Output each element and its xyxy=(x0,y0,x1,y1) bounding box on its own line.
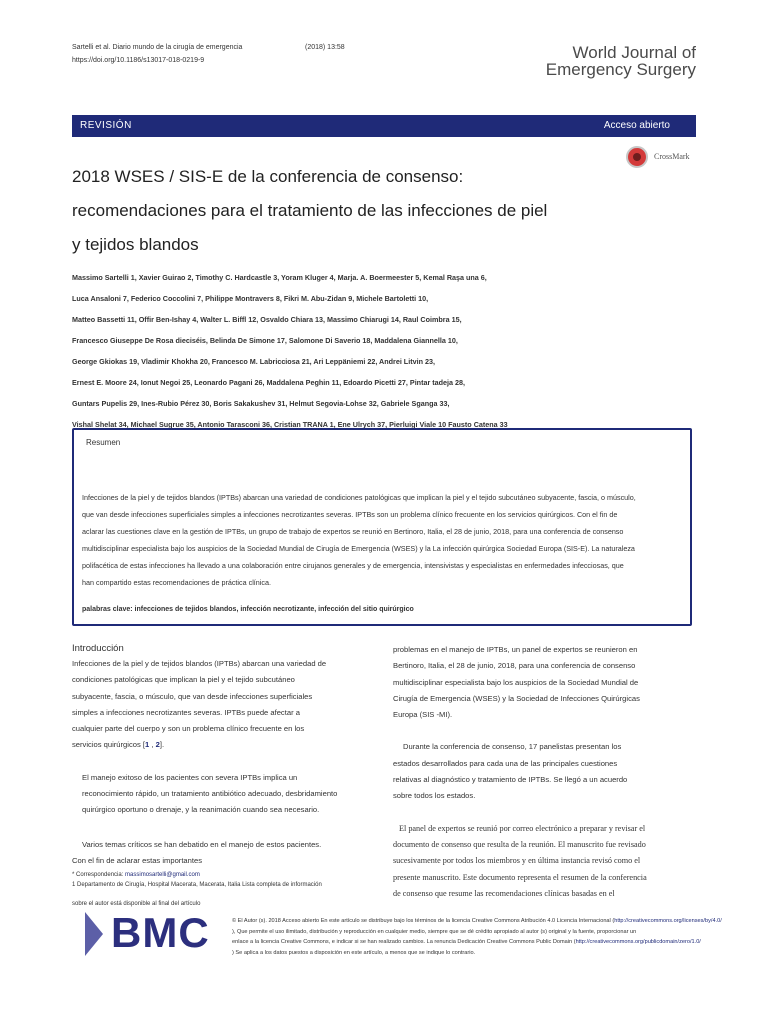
doi-link[interactable]: https://doi.org/10.1186/s13017-018-0219-9 xyxy=(72,57,205,64)
author-line: Ernest E. Moore 24, Ionut Negoi 25, Leonardo Pagani 26, Maddalena Peghin 11, Edoardo Picetti 27, Pintar tadeja 28, xyxy=(72,378,466,387)
article-type-label: REVISIÓN xyxy=(80,120,132,131)
text-line: problemas en el manejo de IPTBs, un panel de expertos se reunieron en xyxy=(393,645,638,654)
paragraph xyxy=(393,821,693,902)
abstract-line: aclarar las cuestiones clave en la gestión de IPTBs, un grupo de trabajo de expertos se reunió en Bertinoro, Italia, el 28 de junio, 2018, para una conferencia de consenso xyxy=(82,527,624,536)
text-line: subyacente, fascia, o músculo, que van desde infecciones superficiales xyxy=(72,691,313,701)
citation-line: Sartelli et al. Diario mundo de la cirugía de emergencia xyxy=(72,44,243,51)
author-list xyxy=(72,267,632,435)
license-line: ), Que permite el uso ilimitado, distribución y reproducción en cualquier medio, siempre que se dé crédito apropiado al autor (s) original y la fuente, proporcionar un xyxy=(232,928,637,935)
author-line: Massimo Sartelli 1, Xavier Guirao 2, Timothy C. Hardcastle 3, Yoram Kluger 4, Marja. A. Boermeester 5, Kemal Raşa una 6, xyxy=(72,273,487,282)
text-line xyxy=(72,737,362,753)
paragraph xyxy=(72,770,362,819)
public-domain-link[interactable]: http://creativecommons.org/publicdomain/zero/1.0/ xyxy=(575,939,701,945)
text-line: quirúrgico oportuno o drenaje, y la reanimación cuando sea necesario. xyxy=(82,805,320,815)
text-line: Bertinoro, Italia, el 28 de junio, 2018, para una conferencia de consenso xyxy=(393,661,636,671)
abstract-line: polifacética de estas infecciones ha llevado a una colaboración entre cirujanos generales y de emergencia, intensivistas y especialistas en enfermedades infecciosas, que xyxy=(82,561,624,570)
left-column xyxy=(72,642,362,869)
paragraph xyxy=(393,739,693,804)
abstract-body xyxy=(82,489,680,591)
bmc-logo-icon xyxy=(85,912,103,956)
section-heading-introduction: Introducción xyxy=(72,643,124,654)
author-line: Matteo Bassetti 11, Offir Ben-Ishay 4, Walter L. Biffl 12, Osvaldo Chiara 13, Massimo Chiarugi 14, Raul Coimbra 15, xyxy=(72,315,462,324)
author-line: Luca Ansaloni 7, Federico Coccolini 7, Philippe Montravers 8, Fikri M. Abu-Zidan 9, Michele Bartoletti 10, xyxy=(72,294,429,303)
text-line: Con el fin de aclarar estas importantes xyxy=(72,855,203,865)
paragraph xyxy=(72,837,362,870)
publisher-logo xyxy=(85,909,225,956)
license-link[interactable]: http://creativecommons.org/licenses/by/4.0/ xyxy=(614,918,722,924)
text-fragment: servicios quirúrgicos [ xyxy=(72,740,146,750)
author-line: George Gkiokas 19, Vladimir Khokha 20, Francesco M. Labricciosa 21, Ari Leppäniemi 22, Andrei Litvin 23, xyxy=(72,357,435,366)
abstract-line: que van desde infecciones superficiales simples a infecciones necrotizantes severas. IPTBs son un problema clínico frecuente en los servicios quirúrgicos. Con el fin de xyxy=(82,510,618,519)
license-line xyxy=(232,937,752,948)
journal-name-line1: World Journal of xyxy=(572,43,696,62)
license-line xyxy=(232,916,752,927)
text-line: de consenso que resume las recomendaciones clínicas basadas en el xyxy=(393,888,615,898)
license-line: ) Se aplica a los datos puestos a disposición en este artículo, a menos que se indique lo contrario. xyxy=(232,949,476,956)
license-text: © El Autor (s). 2018 Acceso abierto En este artículo se distribuye bajo los términos de la licencia Creative Commons Atribución 4.0 Licencia Internacional ( xyxy=(232,918,615,924)
abstract-line: Infecciones de la piel y de tejidos blandos (IPTBs) abarcan una variedad de condiciones patológicas que implican la piel y el tejido subcutáneo subyacente, fascia, o músculo, xyxy=(82,493,636,502)
title-line: recomendaciones para el tratamiento de las infecciones de piel xyxy=(72,201,548,220)
text-line: El panel de expertos se reunió por correo electrónico a preparar y revisar el xyxy=(399,823,646,833)
article-title xyxy=(72,160,632,262)
text-line: Infecciones de la piel y de tejidos blandos (IPTBs) abarcan una variedad de xyxy=(72,659,327,668)
author-info-note: sobre el autor está disponible al final del artículo xyxy=(72,901,201,907)
text-line: presente manuscrito. Este documento representa el resumen de la conferencia xyxy=(393,872,647,882)
abstract-box xyxy=(72,428,692,626)
author-line: Vishal Shelat 34, Michael Sugrue 35, Antonio Tarasconi 36, Cristian TRANA 1, Ene Ulrych 37, Pierluigi Viale 10 Fausto Catena 33 xyxy=(72,420,508,429)
abstract-heading: Resumen xyxy=(86,438,121,447)
right-column xyxy=(393,642,693,902)
license-notice xyxy=(232,916,752,958)
text-line: Cirugía de Emergencia (WSES) y la Sociedad de Infecciones Quirúrgicas xyxy=(393,693,640,703)
reference-link-2[interactable]: 2 xyxy=(155,740,160,750)
paragraph xyxy=(72,656,362,754)
abstract-line: multidisciplinar especialista bajo los auspicios de la Sociedad Mundial de Cirugía de Emergencia (WSES) y la La infección quirúrgica Sociedad Europa (SIS-E). La naturaleza xyxy=(82,544,635,553)
paragraph xyxy=(393,642,693,723)
open-access-label: Acceso abierto xyxy=(603,120,670,131)
license-text: enlace a la licencia Creative Commons, e indicar si se han realizado cambios. La renuncia Dedicación Creative Commons Public Domain ( xyxy=(232,939,576,945)
crossmark-label: CrossMark xyxy=(654,152,690,161)
text-line: relativas al diagnóstico y tratamiento de IPTBs. Se llegó a un acuerdo xyxy=(393,775,628,785)
author-line: Guntars Pupelis 29, Ines-Rubio Pérez 30, Boris Sakakushev 31, Helmut Segovia-Lohse 32, Gabriele Sganga 33, xyxy=(72,399,450,408)
correspondence-label: * Correspondencia: xyxy=(72,872,124,878)
text-line: condiciones patológicas que implican la piel y el tejido subcutáneo xyxy=(72,675,295,685)
email-link[interactable]: massimosartelli@gmail.com xyxy=(125,872,200,878)
text-line: reconocimiento rápido, un tratamiento antibiótico adecuado, desbridamiento xyxy=(82,789,338,799)
reference-separator: , xyxy=(149,740,156,750)
journal-name-line2: Emergency Surgery xyxy=(545,60,696,79)
text-line: cualquier parte del cuerpo y son un problema clínico frecuente en los xyxy=(72,724,305,734)
text-line: documento de consenso que resulta de la reunión. El manuscrito fue revisado xyxy=(393,839,646,849)
text-line: sucesivamente por todos los miembros y en última instancia revisó como el xyxy=(393,856,641,866)
text-line: Europa (SIS -MI). xyxy=(393,710,453,720)
abstract-line: han compartido estas recomendaciones de práctica clínica. xyxy=(82,578,271,587)
text-line: Varios temas críticos se han debatido en el manejo de estos pacientes. xyxy=(82,839,322,849)
title-line: 2018 WSES / SIS-E de la conferencia de consenso: xyxy=(72,167,464,186)
keywords: palabras clave: infecciones de tejidos blandos, infección necrotizante, infección del sitio quirúrgico xyxy=(82,606,414,613)
footnotes xyxy=(72,870,372,909)
article-type-banner xyxy=(72,115,696,137)
text-line: Durante la conferencia de consenso, 17 panelistas presentan los xyxy=(403,742,622,752)
crossmark-badge[interactable] xyxy=(626,146,696,172)
volume-info: (2018) 13:58 xyxy=(305,44,345,51)
reference-link-1[interactable]: 1 xyxy=(145,740,150,750)
crossmark-icon xyxy=(626,146,648,168)
author-line: Francesco Giuseppe De Rosa dieciséis, Belinda De Simone 17, Salomone Di Saverio 18, Maddalena Giannella 10, xyxy=(72,336,458,345)
text-line: multidisciplinar especialista bajo los auspicios de la Sociedad Mundial de xyxy=(393,677,639,687)
affiliation-line: 1 Departamento de Cirugía, Hospital Macerata, Macerata, Italia Lista completa de información xyxy=(72,882,322,888)
journal-logo xyxy=(546,44,696,78)
correspondence-line xyxy=(72,870,372,880)
text-line: estados desarrollados para cada una de las principales cuestiones xyxy=(393,758,618,768)
text-fragment: ]. xyxy=(159,740,165,750)
publisher-name: BMC xyxy=(111,909,210,956)
text-line: El manejo exitoso de los pacientes con severa IPTBs implica un xyxy=(82,772,298,782)
title-line: y tejidos blandos xyxy=(72,235,199,254)
text-line: sobre todos los estados. xyxy=(393,791,476,801)
text-line: simples a infecciones necrotizantes severas. IPTBs puede afectar a xyxy=(72,707,300,717)
